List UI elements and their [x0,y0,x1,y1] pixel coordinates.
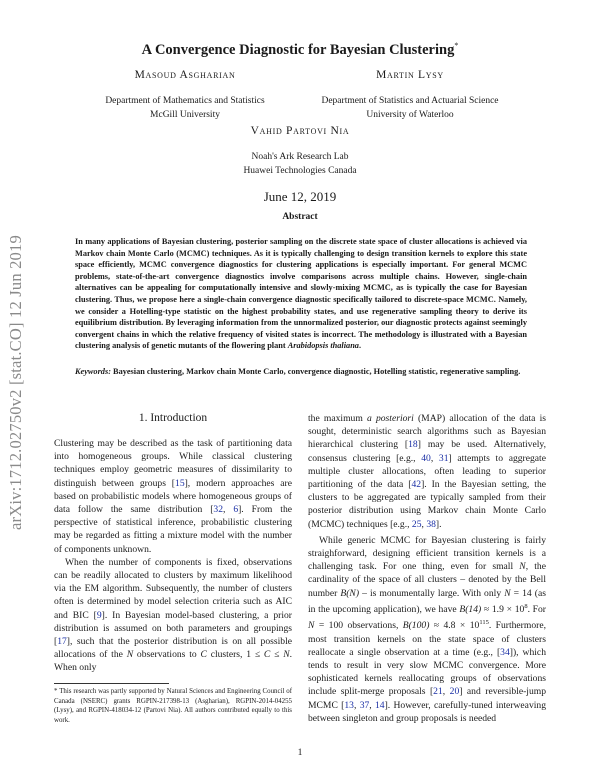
citation-link[interactable]: 40 [421,452,431,464]
citation-link[interactable]: 34 [500,646,510,658]
citation-link[interactable]: 9 [96,609,102,621]
keywords-label: Keywords: [75,367,111,376]
citation-link[interactable]: 38 [426,518,436,530]
paragraph: When the number of components is fixed, observations can be readily allocated to clusters by maximum likelihood via the EM algorithm. Subsequently, the number of clusters often is determined by model selection criteria such as AIC and BIC [9]. In Bayesian model-based clustering, a prior distribution is assumed on both parameters and groupings [17], such that the posterior distribution is on all possible allocations of the N observations to C clusters, 1 ≤ C ≤ N. When only [54,556,293,674]
author-name-2: Martin Lysy [376,69,444,81]
citation-link[interactable]: 20 [449,686,460,698]
right-column [308,412,546,725]
author-affiliation-2: Department of Statistics and Actuarial Science University of Waterloo [321,96,499,120]
page-number: 1 [297,747,303,758]
paragraph: the maximum a posteriori (MAP) allocation of the data is sought, deterministic search algorithms such as Bayesian hierarchical clustering [18] may be used. Alternatively, consensus clustering [e.g., 40, 31] attempts to aggregate multiple cluster allocations, often leading to superior partitioning of the data [42]. In the Bayesian setting, the clusters to be aggregated are typically sampled from their posterior distribution using Markov chain Monte Carlo (MCMC) techniques [e.g., 25, 38]. [308,413,546,530]
footnote-rule [54,683,169,684]
paragraph: Clustering may be described as the task of partitioning data into homogeneous groups. While classical clustering techniques employ geometric measures of dissimilarity to distinguish between groups [15], modern approaches are based on probabilistic models where homogeneous groups of data follow the same distribution [32, 6]. From the perspective of statistical inference, probabilistic clustering may be regarded as fitting a mixture model with the number of components unknown. [54,438,293,555]
citation-link[interactable]: 17 [57,636,67,648]
citation-link[interactable]: 42 [411,479,422,491]
arxiv-stamp: arXiv:1712.02750v2 [stat.CO] 12 Jun 2019 [6,235,25,531]
author-affiliation-3: Noah's Ark Research Lab Huawei Technologies Canada [243,152,357,176]
citation-link[interactable]: 18 [408,439,418,451]
author-name-3: Vahid Partovi Nia [250,125,350,137]
author-affiliation-1: Department of Mathematics and Statistics McGill University [105,96,265,120]
citation-link[interactable]: 21 [433,686,443,698]
footnote: * This research was partly supported by Natural Sciences and Engineering Council of Canada (NSERC) grants RGPIN-217398-13 (Asgharian), RGPIN-2014-04255 (Lysy), and RGPIN-418034-12 (Partovi Nia). All authors contributed equally to this work. [54,688,292,724]
left-column [54,437,292,675]
citation-link[interactable]: 37 [359,699,370,711]
paragraph: While generic MCMC for Bayesian clustering is fairly straighforward, designing efficient transition kernels is a challenging task. For one thing, even for small N, the cardinality of the space of all clusters – denoted by the Bell number B(N) – is monumentally large. With only N = 14 (as in the upcoming application), we have $B(14) \approx 1.9 \times 10^8$. For N = 100 observations, $B(100) \approx 4.8 \times 10^{115}$. Furthermore, most transition kernels on the state space of clusters reallocate a single observation at a time (e.g., [34]), which tends to result in very slow MCMC convergence. More sophisticated kernels reallocating groups of observations include split-merge proposals [21, 20] and reversible-jump MCMC [13, 37, 14]. However, carefully-tuned interweaving between singleton and group proposals is needed [308,534,547,724]
citation-link[interactable]: 15 [175,477,185,489]
citation-link[interactable]: 32 [213,504,223,516]
citation-link[interactable]: 14 [375,699,385,711]
citation-link[interactable]: 25 [411,518,422,530]
section-heading: 1. Introduction [138,412,208,424]
publication-date: June 12, 2019 [263,189,337,204]
citation-link[interactable]: 31 [438,452,449,464]
citation-link[interactable]: 6 [233,504,239,516]
abstract-heading: Abstract [282,212,318,222]
abstract-body: In many applications of Bayesian clustering, posterior sampling on the discrete state space of cluster allocations is achieved via Markov chain Monte Carlo (MCMC) techniques. As it is typically challenging to design transition kernels to explore this state space efficiently, MCMC convergence diagnostics for clustering applications is especially important. For general MCMC problems, state-of-the-art convergence diagnostics involve comparisons across multiple chains. However, single-chain alternatives can be appealing for computationally intensive and slowly-mixing MCMC, as is typically the case for Bayesian clustering. Thus, we propose here a single-chain convergence diagnostic specifically tailored to discrete-space MCMC. Namely, we consider a Hotelling-type statistic on the highest probability states, and use regenerative sampling theory to derive its equilibrium distribution. By leveraging information from the unnormalized posterior, our diagnostic protects against seemingly convergent chains in which the relative frequency of visited states is incorrect. The methodology is illustrated with a Bayesian clustering analysis of genetic mutants of the flowering plant Arabidopsis thaliana. [75,237,527,351]
author-name-1: Masoud Asgharian [134,69,236,81]
paper-title: A Convergence Diagnostic for Bayesian Clustering* [141,41,459,58]
species-name: Arabidopsis thaliana [287,341,359,351]
title-footnote-mark: * [454,41,459,50]
keywords: Keywords: Bayesian clustering, Markov chain Monte Carlo, convergence diagnostic, Hotelling statistic, regenerative sampling. [75,367,521,376]
citation-link[interactable]: 13 [344,699,354,711]
